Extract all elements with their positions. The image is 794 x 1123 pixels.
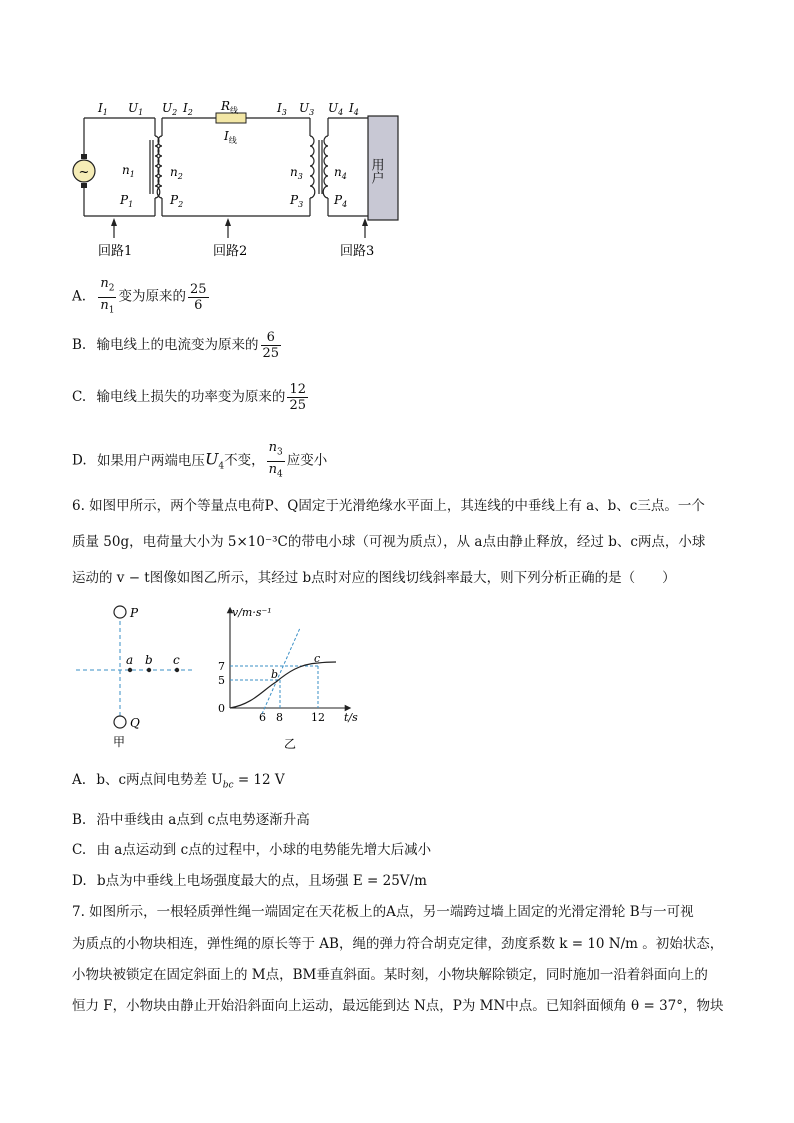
svg-text:P2: $P_2$ [170,193,184,209]
svg-text:v/m·s⁻¹: v/m·s⁻¹ [232,606,272,619]
svg-text:7: 7 [218,660,225,673]
q7-stem-line-3: 小物块被锁定在固定斜面上的 M点，BM垂直斜面。某时刻，小物块解除锁定，同时施加一沿着斜面向上的 [72,967,708,983]
point-a-dot [128,668,132,672]
svg-text:回路2: 回路2 [213,244,248,259]
svg-text:U4: $U_4$ [328,101,344,117]
svg-text:I线: $I_线$ [224,129,237,145]
svg-text:回路1: 回路1 [98,244,133,259]
svg-text:P1: $P_1$ [120,193,134,209]
figure-yi-vt-graph [208,604,378,752]
svg-text:12: 12 [311,711,325,724]
vt-curve [230,662,336,708]
q5-option-a: A. $\frac{n_2}{n_1}$ 变为原来的 $\frac{25}{6}$ [72,276,207,316]
charge-q-icon [114,716,126,728]
svg-text:8: 8 [276,711,283,724]
q6-option-a: A. b、c两点间电势差 $U_{bc} = 12$ V [72,772,285,791]
svg-text:6: 6 [259,711,266,724]
charge-p-icon [114,606,126,618]
svg-text:n4: $n_4$ [334,165,347,181]
transformer-circuit-figure [70,98,410,263]
svg-text:回路3: 回路3 [340,244,375,259]
svg-text:~: ~ [78,165,90,180]
svg-text:用户: 用户 [368,158,384,184]
q7-stem-line-1: 7. 如图所示，一根轻质弹性绳一端固定在天花板上的A点，另一端跨过墙上固定的光滑定滑轮 B与一可视 [72,904,694,920]
point-b-dot [147,668,151,672]
svg-text:U1: $U_1$ [128,101,144,117]
svg-text:P: P [130,606,139,620]
point-c-dot [175,668,179,672]
q6-stem-line-1: 6. 如图甲所示，两个等量点电荷P、Q固定于光滑绝缘水平面上，其连线的中垂线上有 a、b、c三点。一个 [72,498,705,514]
svg-text:b: b [271,668,279,681]
svg-text:U3: $U_3$ [299,101,315,117]
svg-text:P4: $P_4$ [334,193,348,209]
q6-stem-line-2: 质量 50g，电荷量大小为 5×10⁻³C的带电小球（可视为质点），从 a点由静止释放，经过 b、c两点，小球 [72,534,706,550]
svg-text:Q: Q [130,716,140,730]
q6-stem-line-3: 运动的 v − t图像如图乙所示，其经过 b点时对应的图线切线斜率最大，则下列分析正确的是（ ） [72,570,676,586]
svg-text:I1: $I_1$ [98,101,108,117]
svg-text:n2: $n_2$ [170,165,183,181]
q6-option-c: C. 由 a点运动到 c点的过程中，小球的电势能先增大后减小 [72,842,432,858]
figure-jia-charges [70,600,200,750]
svg-text:c: c [314,652,321,665]
svg-text:a: a [126,653,134,667]
svg-text:I4: $I_4$ [349,101,359,117]
svg-text:n3: $n_3$ [290,165,303,181]
svg-text:n1: $n_1$ [122,163,135,179]
q7-stem-line-4: 恒力 F，小物块由静止开始沿斜面向上运动，最远能到达 N点，P为 MN中点。已知斜面倾角 θ = 37°，物块 [72,998,724,1014]
q5-option-b: B. 输电线上的电流变为原来的 $\frac{6}{25}$ [72,330,280,361]
svg-text:R线: $R_线$ [221,99,239,115]
svg-text:0: 0 [218,702,225,715]
svg-text:U2: $U_2$ [162,101,178,117]
q5-option-c: C. 输电线上损失的功率变为原来的 $\frac{12}{25}$ [72,382,306,413]
svg-text:I3: $I_3$ [277,101,287,117]
svg-text:I2: $I_2$ [183,101,193,117]
q6-option-d: D. b点为中垂线上电场强度最大的点，且场强 E = 25V/m [72,873,427,889]
svg-text:P3: $P_3$ [290,193,304,209]
svg-text:甲: 甲 [113,735,126,749]
svg-text:乙: 乙 [284,737,297,751]
svg-text:5: 5 [218,674,225,687]
svg-text:t/s: t/s [344,711,358,724]
q5-option-d: D. 如果用户两端电压$U_4$不变， $\frac{n_3}{n_4}$ 应变小 [72,440,328,480]
svg-text:c: c [173,653,180,667]
q7-stem-line-2: 为质点的小物块相连，弹性绳的原长等于 AB，绳的弹力符合胡克定律，劲度系数 k = 10 N/m 。初始状态， [72,936,724,952]
q6-option-b: B. 沿中垂线由 a点到 c点电势逐渐升高 [72,812,310,828]
svg-text:b: b [145,653,153,667]
